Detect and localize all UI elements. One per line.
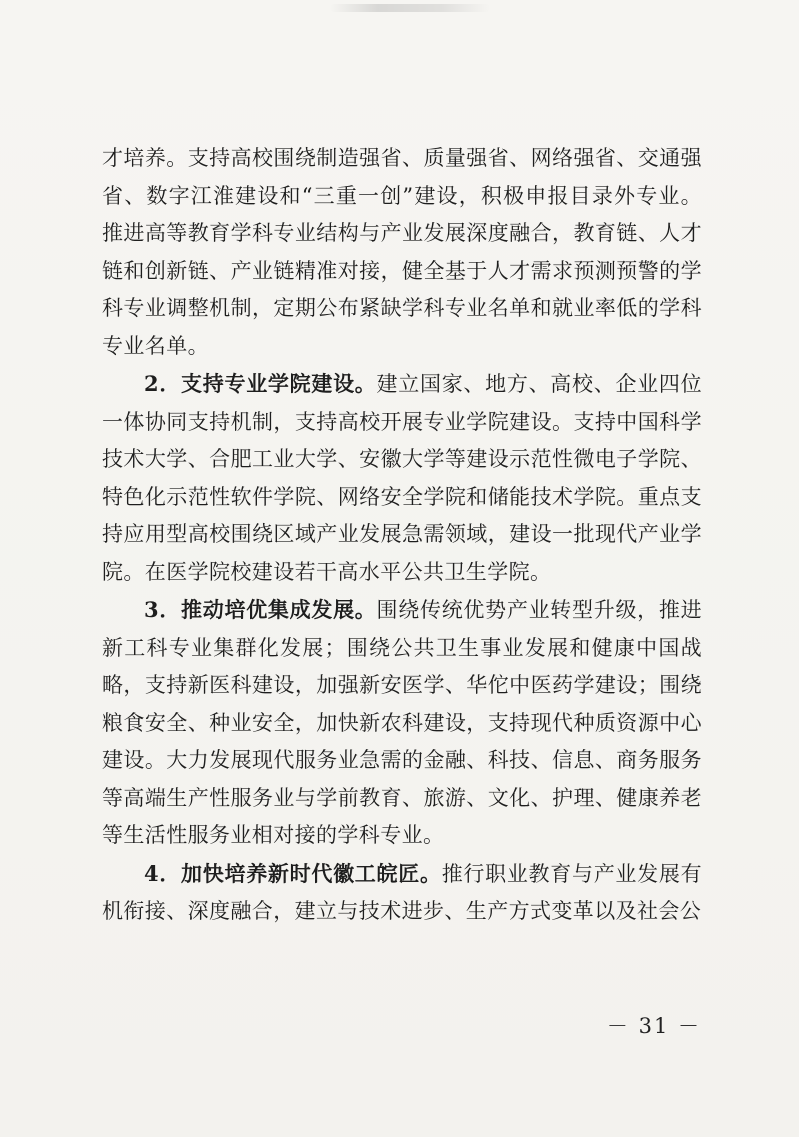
paragraph-4	[102, 855, 702, 931]
paragraph-continuation	[102, 140, 702, 365]
paragraph-text: 推行职业教育与产业发展有机衔接、深度融合，建立与技术进步、生产方式变革以及社会公	[102, 861, 702, 923]
paragraph-3	[102, 591, 702, 855]
paragraph-heading: 3．推动培优集成发展。	[144, 597, 377, 622]
paragraph-text: 建立国家、地方、高校、企业四位一体协同支持机制，支持高校开展专业学院建设。支持中国科学技术大学、合肥工业大学、安徽大学等建设示范性微电子学院、特色化示范性软件学院、网络安全学院和储能技术学院。重点支持应用型高校围绕区域产业发展急需领域，建设一批现代产业学院。在医学院校建设若干高水平公共卫生学院。	[102, 372, 703, 584]
paragraph-text: 围绕传统优势产业转型升级，推进新工科专业集群化发展；围绕公共卫生事业发展和健康中国战略，支持新医科建设，加强新安医学、华佗中医药学建设；围绕粮食安全、种业安全，加快新农科建设，支持现代种质资源中心建设。大力发展现代服务业急需的金融、科技、信息、商务服务等高端生产性服务业与学前教育、旅游、文化、护理、健康养老等生活性服务业相对接的学科专业。	[102, 598, 703, 847]
paragraph-2	[102, 365, 702, 591]
scan-artifact	[330, 4, 490, 12]
paragraph-heading: 2．支持专业学院建设。	[144, 371, 377, 396]
body-text	[102, 140, 702, 931]
paragraph-text: 才培养。支持高校围绕制造强省、质量强省、网络强省、交通强省、数字江淮建设和“三重一创”建设，积极申报目录外专业。推进高等教育学科专业结构与产业发展深度融合，教育链、人才链和创新链、产业链精准对接，健全基于人才需求预测预警的学科专业调整机制，定期公布紧缺学科专业名单和就业率低的学科专业名单。	[102, 146, 702, 358]
page-number: － 31 －	[606, 1014, 701, 1038]
paragraph-heading: 4．加快培养新时代徽工皖匠。	[144, 860, 442, 886]
